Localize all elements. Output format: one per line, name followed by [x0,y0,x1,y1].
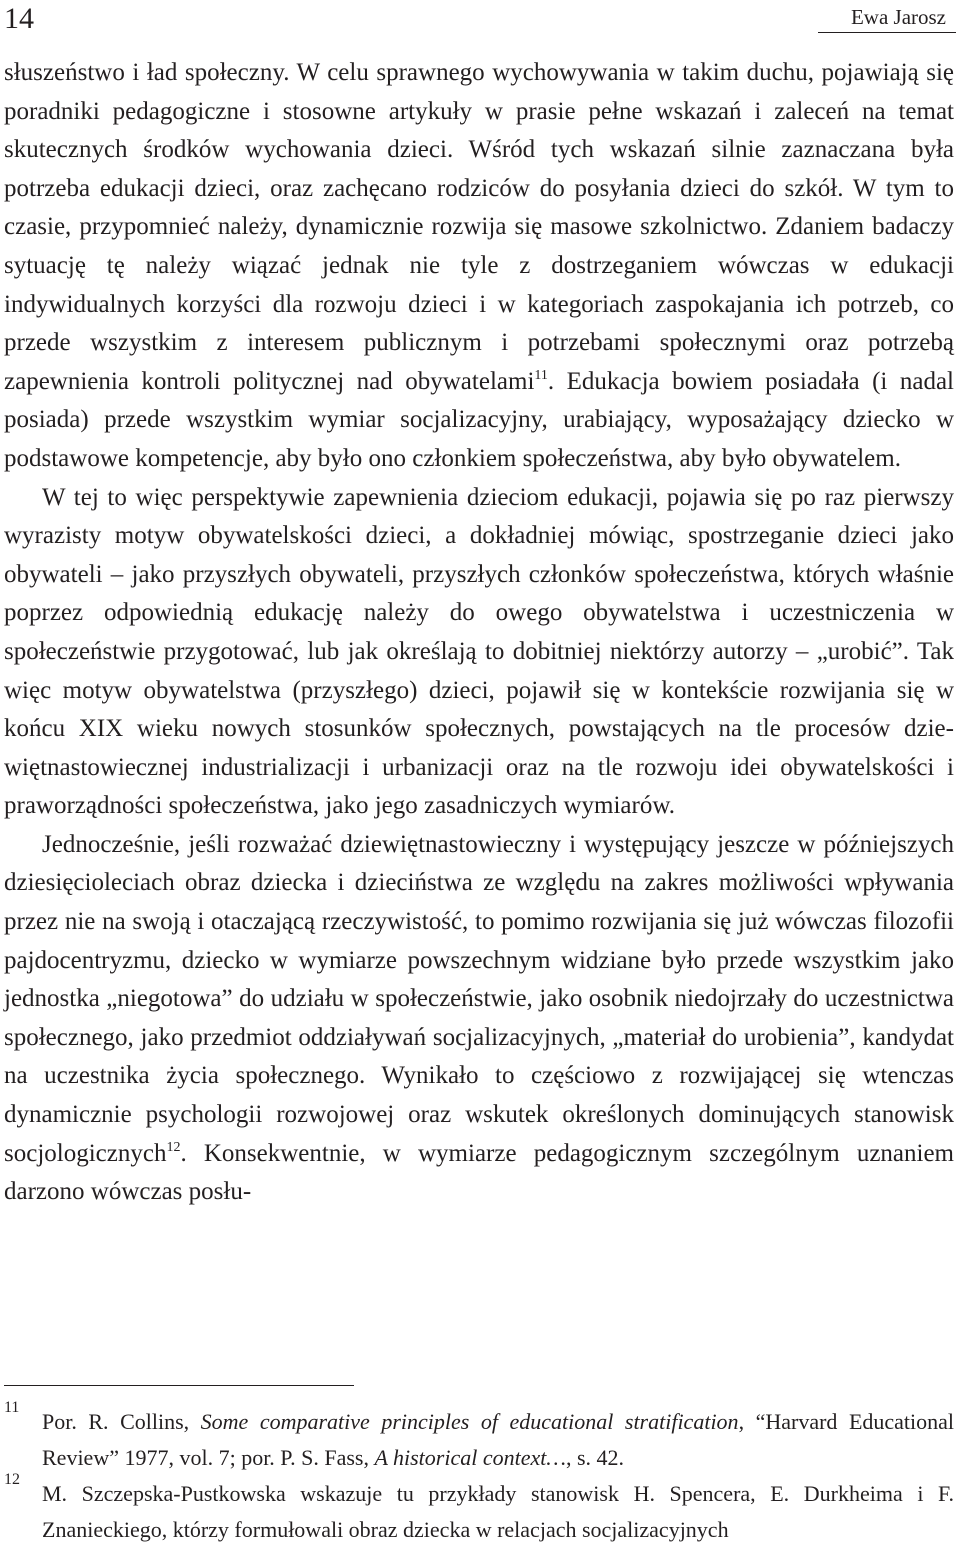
page-number: 14 [4,2,34,35]
footnote-separator [4,1385,354,1386]
footnote-title-italic: Some comparative principles of educational stratification [200,1409,739,1434]
footnote-number: 12 [4,1471,20,1488]
header-rule [818,32,956,33]
body-text [4,54,954,1212]
footnote-text: Por. R. Collins, [42,1409,201,1434]
footnote-title-italic: A historical context… [374,1445,566,1470]
paragraph-1 [4,54,954,479]
footnotes [4,1399,955,1548]
footnote-text: , “Harvard Educational Review” 1977, vol. 7; por. P. S. Fass, [42,1409,955,1470]
paragraph-3 [4,826,954,1212]
running-head: Ewa Jarosz [850,5,946,29]
footnote-text: , s. 42. [565,1445,624,1470]
paragraph-3-text-a: Jednocześnie, jeśli rozważać dziewiętnastowieczny i występujący jeszcze w późniejszych dziesięcioleciach obraz dziecka i dzieciństwa ze względu na zakres możliwości wpływania przez nie na swoją i otaczającą rzeczywistość, to pomimo rozwijania się już wówczas filozofii pajdocentryzmu, dziecko w wymiarze powszechnym widziane było przede wszystkim jako jednostka „niegotowa” do udziału w społeczeństwie, jako osobnik niedojrzały do uczestnictwa społecznego, jako przedmiot oddziaływań socjalizacyjnych, „materiał do urobienia”, kandydat na uczestnika życia społecznego. Wynikało to częściowo z rozwijającej się wtenczas dynamicznie psychologii rozwojowej oraz wskutek określonych dominujących stanowisk socjologicznych [4,830,954,1167]
paragraph-1-text-a: słuszeństwo i ład społeczny. W celu sprawnego wychowywania w takim duchu, pojawiają się poradniki pedagogiczne i stosowne artykuły w prasie pełne wskazań i zaleceń na temat skutecznych środków wychowania dzieci. Wśród tych wskazań silnie zaznaczana była potrzeba edukacji dzieci, oraz zachęcano rodziców do posyłania dzieci do szkół. W tym to czasie, przypomnieć należy, dynamicznie rozwija się masowe szkolnictwo. Zdaniem badaczy sytuację tę należy wiązać jednak nie tyle z dostrzeganiem wówczas w edukacji indywidualnych korzyści dla rozwoju dzieci i w kategoriach zaspokajania ich potrzeb, co przede wszystkim z interesem publicznym i potrzebami społecznymi oraz potrzebą zapewnienia kontroli politycznej nad obywatelami [4,59,954,395]
paragraph-2: W tej to więc perspektywie zapewnienia dzieciom edukacji, pojawia się po raz pierwszy wyrazisty motyw obywatelskości dzieci, a dokładniej mówiąc, spostrzeganie dzieci jako obywateli – jako przyszłych obywateli, przyszłych członków społeczeństwa, których właśnie poprzez odpowiednią edukację należy do owego obywatelstwa i uczestniczenia w społeczeństwie przygotować, lub jak określają to dobitniej niektórzy autorzy – „urobić”. Tak więc motyw obywatelstwa (przyszłego) dzieci, pojawił się w kontekście rozwijania się w końcu XIX wieku nowych stosunków społecznych, powstających na tle procesów dziewiętnastowiecznej industrializacji i urbanizacji oraz na tle rozwoju idei obywatelskości i praworządności społeczeństwa, jako jego zasadniczych wymiarów. [4,483,954,820]
paragraph-3-text-b: . Konsekwentnie, w wymiarze pedagogicznym szczególnym uznaniem darzono wówczas posłu- [4,1139,954,1206]
footnote-number: 11 [4,1399,20,1416]
footnote-text: M. Szczepska-Pustkowska wskazuje tu przykłady stanowisk H. Spencera, E. Durkheima i F. Znanieckiego, którzy formułowali obraz dziecka w relacjach socjalizacyjnych [42,1481,954,1542]
paragraph-1-text-b: . Edukacja bowiem posiadała (i nadal posiada) przede wszystkim wymiar socjalizacyjny, urabiający, wyposażający dziecko w podstawowe kompetencje, aby było ono członkiem społeczeństwa, aby było obywatelem. [4,367,954,472]
footnote-12 [4,1471,954,1548]
footnote-11 [4,1399,955,1476]
footnote-ref-12[interactable]: 12 [166,1139,181,1155]
footnote-ref-11[interactable]: 11 [534,367,548,383]
